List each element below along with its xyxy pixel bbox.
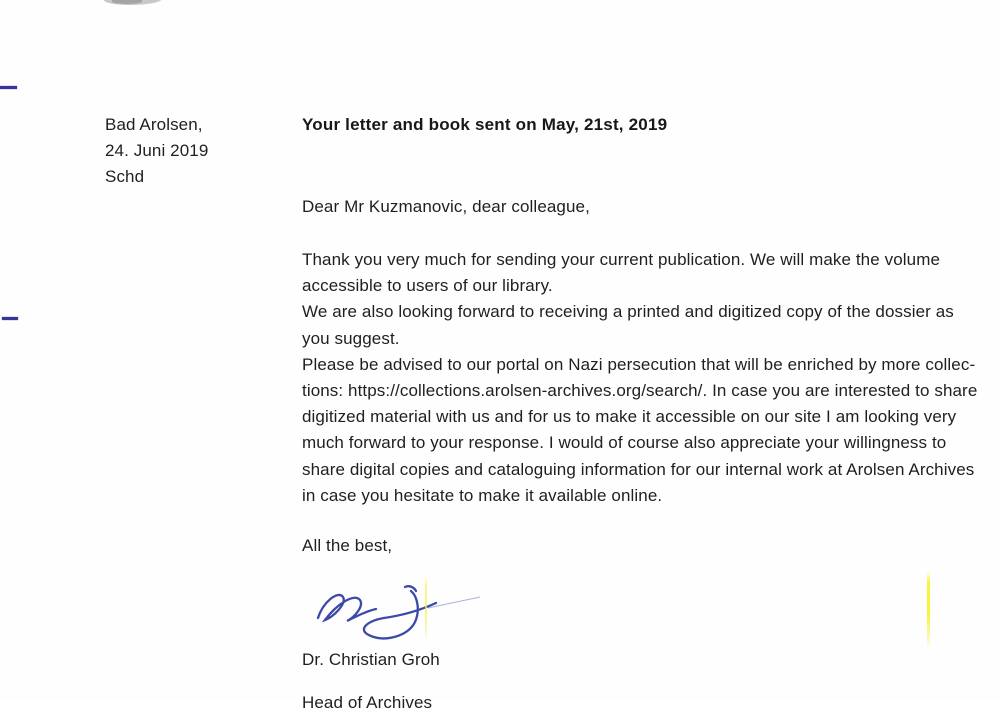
closing-phrase: All the best, bbox=[302, 536, 393, 555]
dateline-date: 24. Juni 2019 bbox=[105, 141, 209, 160]
yellow-highlight-line-right bbox=[927, 571, 930, 648]
body-line: Thank you very much for sending your current publication. We will make the volume bbox=[302, 250, 941, 269]
letter-subject: Your letter and book sent on May, 21st, 2019 bbox=[302, 115, 668, 134]
dateline-city: Bad Arolsen, bbox=[105, 115, 203, 134]
yellow-highlight-line-left bbox=[425, 575, 427, 642]
body-line: digitized material with us and for us to make it accessible on our site I am looking very bbox=[302, 407, 957, 427]
margin-dash-mark-2 bbox=[2, 317, 18, 320]
body-line: Please be advised to our portal on Nazi persecution that will be enriched by more collec- bbox=[302, 354, 976, 374]
signature-handwriting bbox=[310, 578, 490, 648]
signature-area bbox=[310, 578, 490, 648]
body-line: much forward to your response. I would of course also appreciate your willingness to bbox=[302, 433, 947, 453]
body-line: in case you hesitate to make it available online. bbox=[302, 485, 663, 505]
signer-title: Head of Archives bbox=[302, 693, 433, 712]
signer-name: Dr. Christian Groh bbox=[302, 650, 440, 669]
dateline-reference: Schd bbox=[105, 167, 145, 186]
margin-dash-mark-1 bbox=[0, 86, 17, 89]
dateline-block bbox=[105, 112, 208, 190]
body-line: tions: https://collections.arolsen-archives.org/search/. In case you are interested to share bbox=[302, 381, 978, 401]
body-line: We are also looking forward to receiving a printed and digitized copy of the dossier as bbox=[302, 302, 954, 322]
letter-body bbox=[302, 247, 977, 509]
salutation: Dear Mr Kuzmanovic, dear colleague, bbox=[302, 197, 590, 216]
body-line: you suggest. bbox=[302, 328, 400, 348]
body-line: accessible to users of our library. bbox=[302, 276, 553, 296]
body-line: share digital copies and cataloguing information for our internal work at Arolsen Archives bbox=[302, 459, 975, 479]
